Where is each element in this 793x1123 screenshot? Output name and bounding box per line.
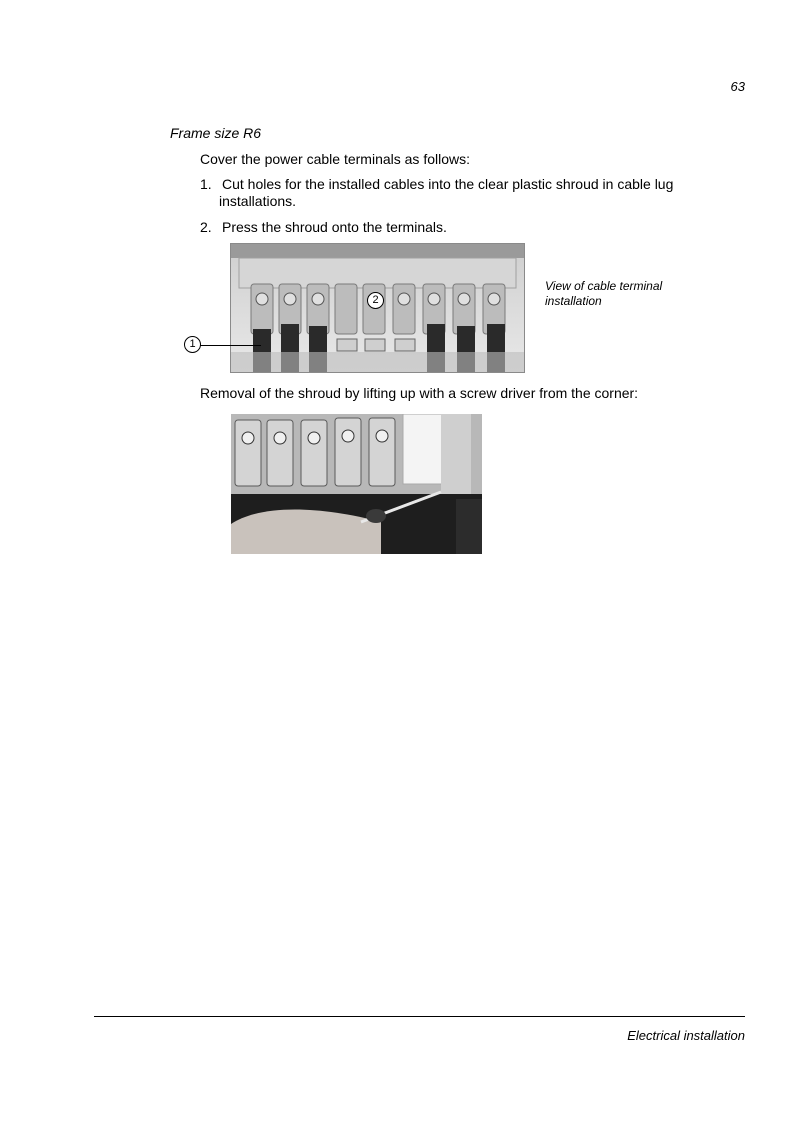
removal-paragraph: Removal of the shroud by lifting up with a screw driver from the corner: xyxy=(200,385,639,401)
list-item xyxy=(200,176,720,210)
shroud-removal-photo xyxy=(231,414,482,554)
list-item xyxy=(200,219,720,236)
page-number: 63 xyxy=(730,79,745,94)
list-item-continuation: installations. xyxy=(219,193,297,209)
callout-leader-line xyxy=(199,345,261,346)
caption-line: View of cable terminal xyxy=(545,279,663,293)
list-item-text: Cut holes for the installed cables into the clear plastic shroud in cable lug xyxy=(222,176,674,192)
shroud-removal-illustration xyxy=(231,414,482,554)
figure-caption xyxy=(545,279,685,309)
footer-section-title: Electrical installation xyxy=(627,1028,745,1043)
list-item-number: 2. xyxy=(200,219,212,235)
callout-2: 2 xyxy=(367,292,384,309)
callout-1: 1 xyxy=(184,336,201,353)
section-title: Frame size R6 xyxy=(170,125,262,141)
list-item-text: Press the shroud onto the terminals. xyxy=(222,219,447,235)
list-item-number: 1. xyxy=(200,176,212,192)
footer-divider xyxy=(94,1016,745,1017)
intro-paragraph: Cover the power cable terminals as follows: xyxy=(200,151,471,167)
caption-line: installation xyxy=(545,294,602,308)
